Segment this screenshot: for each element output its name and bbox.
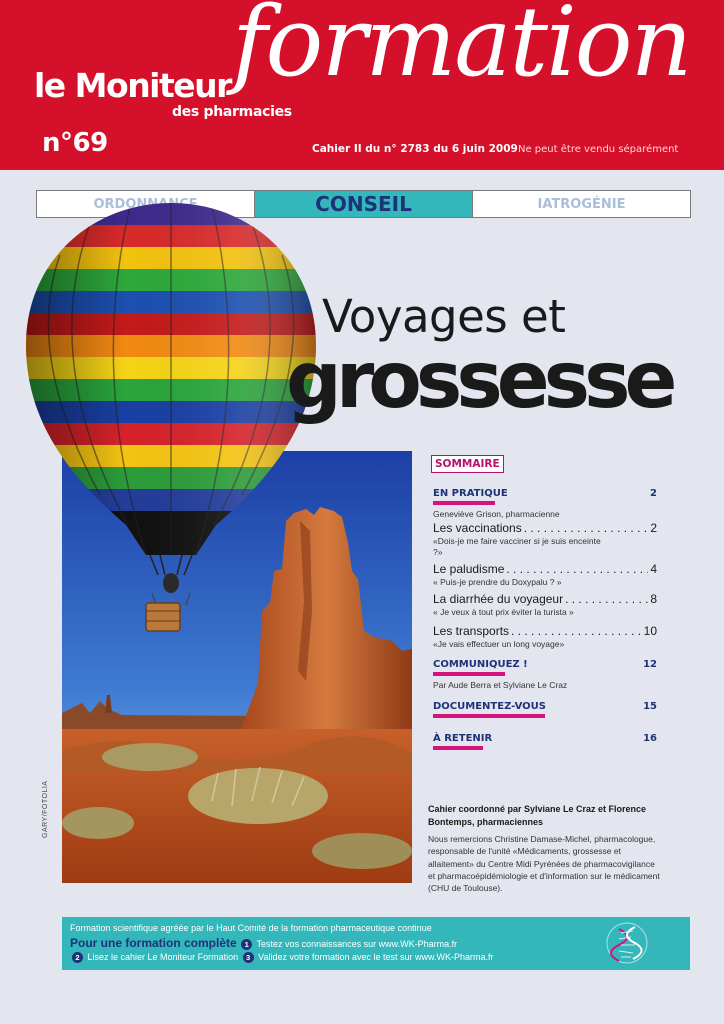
footer-step-2: Lisez le cahier Le Moniteur Formation [87,952,239,962]
toc-entry-paludisme[interactable] [433,562,657,588]
issue-info: Cahier II du n° 2783 du 6 juin 2009 [312,143,518,155]
tab-conseil[interactable]: CONSEIL [254,191,472,217]
dna-logo-icon [605,921,649,965]
step-number-badge: 3 [243,952,254,963]
tab-iatrogenie[interactable]: IATROGÉNIE [472,191,690,217]
sommaire-label: SOMMAIRE [431,455,504,473]
logo-main: le Moniteur [34,66,231,105]
section-underline [433,746,483,750]
toc-entry-label: Le paludisme [433,562,505,576]
toc-section-title: COMMUNIQUEZ ! [433,659,528,670]
credits-block [428,803,663,895]
toc-entry-quote: « Puis-je prendre du Doxypalu ? » [433,577,562,587]
footer-step-1[interactable]: Testez vos connaissances sur www.WK-Pharma.fr [256,939,458,949]
logo-sub: des pharmacies [172,104,292,120]
toc-entry-quote: «Je vais effectuer un long voyage» [433,639,565,649]
toc-section-page: 15 [643,701,657,712]
not-for-sale-notice: Ne peut être vendu séparément [518,144,679,155]
coordination-credit: Cahier coordonné par Sylviane Le Craz et Florence Bontemps, pharmaciennes [428,804,647,828]
toc-entry-transports[interactable] [433,624,657,650]
logo-formation: formation [232,0,691,98]
toc-entry-page: 2 [650,521,657,535]
section-underline [433,501,495,505]
toc-section-documentez-vous[interactable] [433,701,657,718]
toc-section-title: EN PRATIQUE [433,488,508,499]
footer-step-3[interactable]: Validez votre formation avec le test sur www.WK-Pharma.fr [258,952,494,962]
toc-leader-dots [565,592,648,606]
toc-entry-page: 4 [650,562,657,576]
toc-entry-quote: «Dois-je me faire vacciner si je suis enceinte ?» [433,536,601,558]
toc-section-a-retenir[interactable] [433,733,657,750]
toc-entry-vaccinations[interactable] [433,521,657,558]
issue-number: n°69 [42,128,108,158]
toc-section-author: Par Aude Berra et Sylviane Le Craz [433,680,568,690]
toc-entry-label: Les transports [433,624,510,638]
section-underline [433,714,545,718]
hot-air-balloon-image [20,195,322,640]
toc-entry-diarrhee[interactable] [433,592,657,618]
toc-section-page: 12 [643,659,657,670]
toc-leader-dots [511,624,642,638]
toc-section-title: DOCUMENTEZ-VOUS [433,701,546,712]
article-title-line1: Voyages et [322,290,566,343]
toc-entry-label: La diarrhée du voyageur [433,592,564,606]
photo-credit: GARY/FOTOLIA [42,780,49,838]
toc-section-author: Geneviève Grison, pharmacienne [433,509,560,519]
training-footer-banner [62,917,690,970]
tab-ordonnance[interactable]: ORDONNANCE [93,196,198,212]
toc-section-en-pratique[interactable] [433,488,657,520]
toc-entry-page: 10 [643,624,657,638]
toc-entry-quote: « Je veux à tout prix éviter la turista » [433,607,574,617]
toc-section-communiquez[interactable] [433,659,657,691]
acknowledgement-text: Nous remercions Christine Damase-Michel, pharmacologue, responsable de l'unité «Médicaments, grossesse et allaitement» du Centre Midi Pyrénées de pharmacovigilance et pharmacoépidémiologie et d'information sur le médicament (CHU de Toulouse). [428,834,660,894]
toc-entry-label: Les vaccinations [433,521,522,535]
section-underline [433,672,505,676]
step-number-badge: 2 [72,952,83,963]
step-number-badge: 1 [241,939,252,950]
toc-leader-dots [524,521,649,535]
article-title-line2: grossesse [286,336,672,426]
footer-lead: Pour une formation complète [70,936,237,950]
toc-section-page: 2 [650,488,657,499]
accreditation-text: Formation scientifique agréée par le Haut Comité de la formation pharmaceutique continue [70,923,432,933]
toc-entry-page: 8 [650,592,657,606]
toc-leader-dots [506,562,648,576]
toc-section-title: À RETENIR [433,733,493,744]
toc-section-page: 16 [643,733,657,744]
masthead [0,0,724,170]
